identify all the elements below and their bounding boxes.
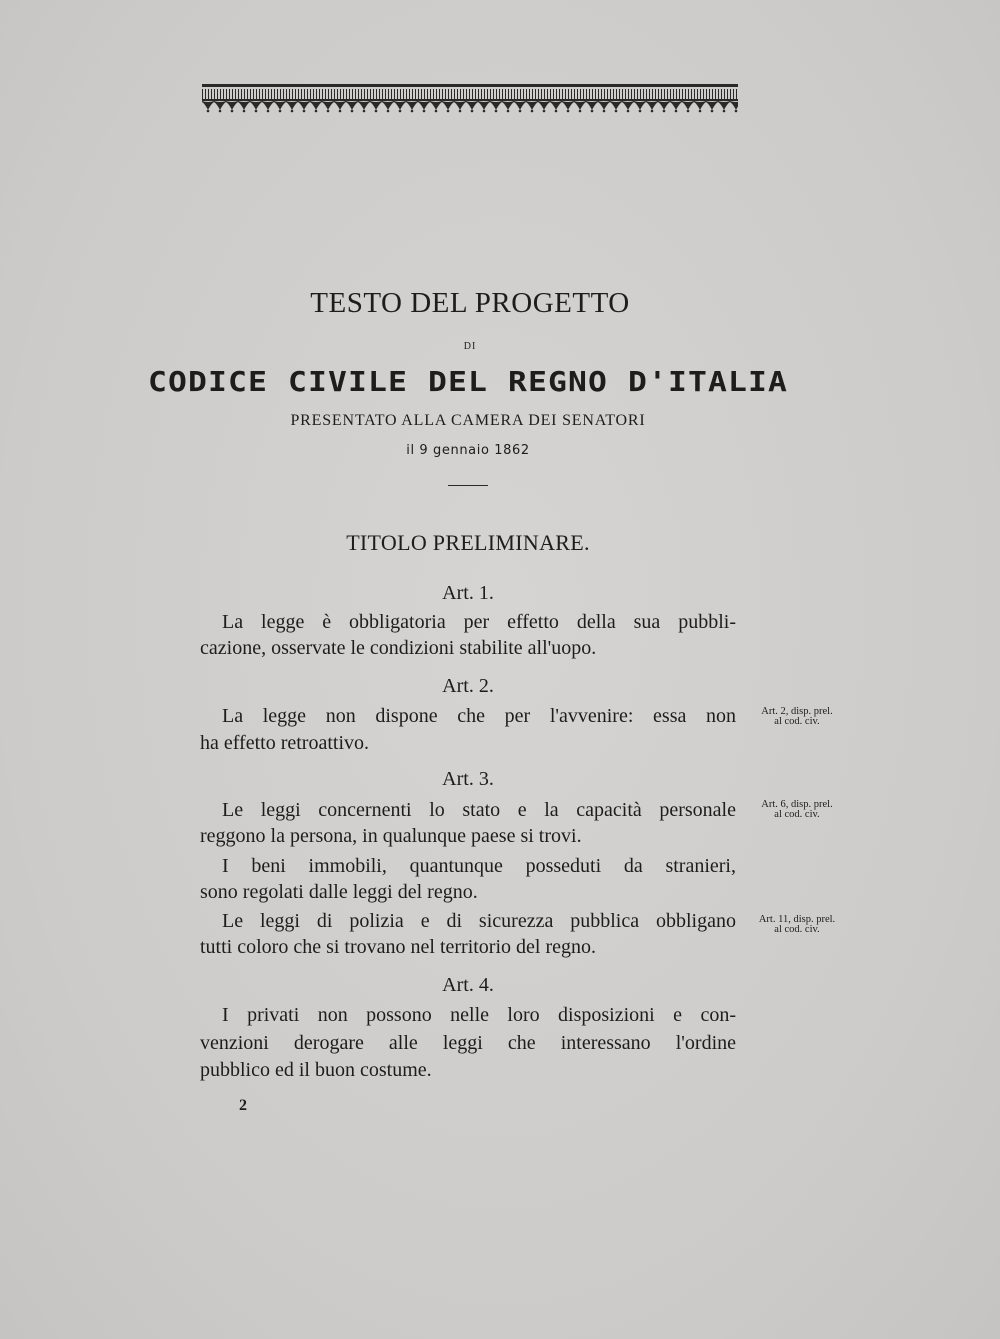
article-heading: Art. 3. [442,768,494,790]
title-connector: DI [463,341,477,352]
document-subtitle: PRESENTATO ALLA CAMERA DEI SENATORI [290,412,646,429]
article-text-line: I privati non possono nelle loro disposizioni e con- [222,1004,736,1026]
margin-note: Art. 2, disp. prel. al cod. civ. [761,706,833,727]
article-text-line: venzioni derogare alle leggi che interessano l'ordine [200,1032,736,1054]
article-heading: Art. 4. [442,974,494,996]
article-heading: Art. 1. [442,582,494,604]
margin-note: Art. 6, disp. prel. al cod. civ. [761,799,833,820]
margin-note: Art. 11, disp. prel. al cod. civ. [758,914,836,935]
article-text-line: Le leggi di polizia e di sicurezza pubblica obbligano [222,910,736,932]
article-text-line: ha effetto retroattivo. [200,732,370,754]
document-main-title: CODICE CIVILE DEL REGNO D'ITALIA [147,365,789,398]
document-title: TESTO DEL PROGETTO [310,287,630,319]
article-text-line: reggono la persona, in qualunque paese si trovi. [200,825,582,847]
article-heading: Art. 2. [442,675,494,697]
article-text-line: I beni immobili, quantunque posseduti da stranieri, [222,855,736,877]
article-text-line: sono regolati dalle leggi del regno. [200,881,478,903]
section-title: TITOLO PRELIMINARE. [346,530,590,555]
article-text-line: Le leggi concernenti lo stato e la capacità personale [222,799,736,821]
article-text-line: La legge è obbligatoria per effetto della sua pubbli- [222,611,736,633]
decorative-header-ornament [202,84,738,114]
article-text-line: pubblico ed il buon costume. [200,1059,432,1081]
document-date: il 9 gennaio 1862 [406,443,530,458]
article-text-line: tutti coloro che si trovano nel territorio del regno. [200,936,596,958]
divider-rule [448,485,488,486]
article-text-line: La legge non dispone che per l'avvenire: essa non [222,705,736,727]
page-number: 2 [239,1097,247,1114]
article-text-line: cazione, osservate le condizioni stabilite all'uopo. [200,637,597,659]
